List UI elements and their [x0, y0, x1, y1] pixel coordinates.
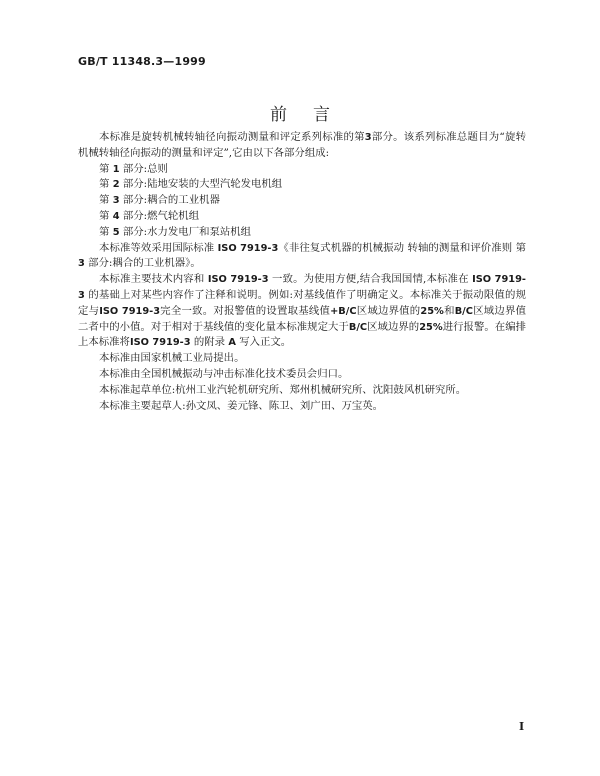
managed-by-paragraph: 本标准由全国机械振动与冲击标准化技术委员会归口。 [99, 367, 349, 380]
part-item-1: 第 1 部分:总则 [99, 162, 168, 175]
part-item-4: 第 4 部分:燃气轮机组 [99, 209, 200, 222]
drafting-units-paragraph: 本标准起草单位:杭州工业汽轮机研究所、郑州机械研究所、沈阳鼓风机研究所。 [99, 383, 467, 396]
standard-number: GB/T 11348.3—1999 [78, 55, 206, 68]
part-item-2: 第 2 部分:陆地安装的大型汽轮发电机组 [99, 178, 283, 191]
part-item-3: 第 3 部分:耦合的工业机器 [99, 194, 220, 207]
differences-paragraph: 本标准主要技术内容和 ISO 7919-3 一致。为使用方便,结合我国国情,本标准在 ISO 7919-3 的基础上对某些内容作了注释和说明。例如:对基线值作了明确定义。本标准关于振动限值的规定与ISO 7919-3完全一致。对报警值的设置取基线值+B/C区域边界值的25%和B/C区域边界值二者中的小值。对于相对于基线值的变化量本标准规定大于B/C区域边界的25%进行报警。在编排上本标准将ISO 7919-3 的附录 A 写入正文。 [78, 273, 527, 349]
equivalence-paragraph: 本标准等效采用国际标准 ISO 7919-3《非往复式机器的机械振动 转轴的测量和评价准则 第 3 部分:耦合的工业机器》。 [78, 241, 527, 270]
part-item-5: 第 5 部分:水力发电厂和泵站机组 [99, 225, 252, 238]
foreword-body [78, 130, 526, 414]
drafters-paragraph: 本标准主要起草人:孙文凤、姜元锋、陈卫、刘广田、万宝英。 [99, 399, 384, 412]
page-title: 前言 [270, 105, 356, 125]
intro-paragraph: 本标准是旋转机械转轴径向振动测量和评定系列标准的第3部分。该系列标准总题目为“旋转机械转轴径向振动的测量和评定”,它由以下各部分组成: [78, 131, 526, 159]
proposed-by-paragraph: 本标准由国家机械工业局提出。 [99, 352, 245, 365]
page-number: I [519, 720, 525, 733]
